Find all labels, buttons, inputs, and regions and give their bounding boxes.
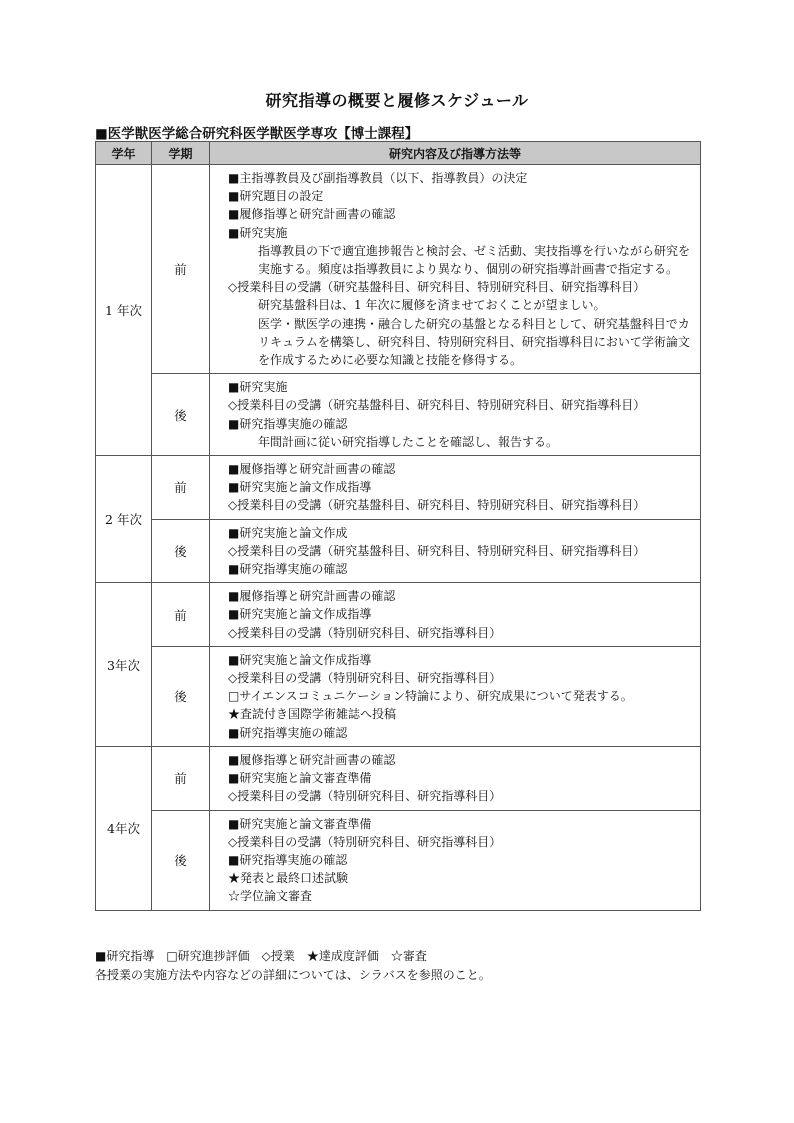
term-cell: 前	[152, 746, 210, 810]
content-cell	[210, 646, 701, 746]
content-item: ■研究指導実施の確認	[228, 852, 348, 867]
header-year: 学年	[96, 142, 152, 165]
term-cell: 後	[152, 519, 210, 583]
term-cell: 後	[152, 646, 210, 746]
header-term: 学期	[152, 142, 210, 165]
content-item: ★査読付き国際学術雑誌へ投稿	[228, 707, 397, 722]
content-item: ■研究実施と論文作成	[228, 525, 348, 540]
content-item: ◇授業科目の受講（研究基盤科目、研究科目、特別研究科目、研究指導科目）	[228, 280, 646, 295]
schedule-body	[96, 165, 701, 911]
content-item: ■研究指導実施の確認	[228, 562, 348, 577]
table-row	[96, 519, 701, 583]
table-row	[96, 456, 701, 520]
content-detail: 医学・獣医学の連携・融合した研究の基盤となる科目として、研究基盤科目でカリキュラムを構築し、研究科目、特別研究科目、研究指導科目において学術論文を作成するために必要な知識と技能を修得する。	[258, 316, 690, 368]
year-cell: 1 年次	[96, 165, 152, 456]
content-item: □サイエンスコミュニケーション特論により、研究成果について発表する。	[228, 689, 633, 704]
table-row	[96, 646, 701, 746]
content-cell	[210, 374, 701, 456]
content-item: ■研究実施	[228, 225, 288, 240]
content-item: ■研究実施と論文審査準備	[228, 816, 372, 831]
term-cell: 前	[152, 583, 210, 647]
table-row	[96, 746, 701, 810]
table-row	[96, 583, 701, 647]
content-item: ■研究実施と論文作成指導	[228, 480, 372, 495]
year-cell: 4年次	[96, 746, 152, 910]
content-item: ◇授業科目の受講（特別研究科目、研究指導科目）	[228, 671, 502, 686]
page-title: 研究指導の概要と履修スケジュール	[265, 91, 529, 110]
content-cell	[210, 810, 701, 910]
content-item: ■研究実施と論文審査準備	[228, 771, 372, 786]
content-cell	[210, 519, 701, 583]
legend: ■研究指導 □研究進捗評価 ◇授業 ★達成度評価 ☆審査	[95, 949, 427, 963]
content-cell	[210, 456, 701, 520]
header-row	[96, 142, 701, 165]
content-item: ■履修指導と研究計画書の確認	[228, 752, 396, 767]
content-item: ■研究実施と論文作成指導	[228, 652, 372, 667]
content-item: ■履修指導と研究計画書の確認	[228, 589, 396, 604]
table-row	[96, 810, 701, 910]
content-item: ■研究指導実施の確認	[228, 416, 348, 431]
content-item: ◇授業科目の受講（研究基盤科目、研究科目、特別研究科目、研究指導科目）	[228, 398, 646, 413]
content-item: ◇授業科目の受講（特別研究科目、研究指導科目）	[228, 834, 502, 849]
table-row	[96, 374, 701, 456]
content-item: ◇授業科目の受講（特別研究科目、研究指導科目）	[228, 789, 502, 804]
content-item: ■研究指導実施の確認	[228, 725, 348, 740]
term-cell: 前	[152, 165, 210, 374]
content-item: ■研究題目の設定	[228, 189, 324, 204]
content-item: ■研究実施	[228, 380, 288, 395]
content-item: ◇授業科目の受講（研究基盤科目、研究科目、特別研究科目、研究指導科目）	[228, 543, 646, 558]
content-item: ■主指導教員及び副指導教員（以下、指導教員）の決定	[228, 171, 528, 185]
content-item: ☆学位論文審査	[228, 889, 313, 904]
schedule-table	[95, 141, 701, 911]
term-cell: 前	[152, 456, 210, 520]
legend-block	[95, 947, 491, 985]
content-detail: 指導教員の下で適宜進捗報告と検討会、ゼミ活動、実技指導を行いながら研究を実施する。頻度は指導教員により異なり、個別の研究指導計画書で指定する。	[258, 243, 691, 277]
content-cell	[210, 746, 701, 810]
content-item: ■研究実施と論文作成指導	[228, 607, 372, 622]
content-item: ■履修指導と研究計画書の確認	[228, 207, 396, 222]
content-detail: 年間計画に従い研究指導したことを確認し、報告する。	[258, 434, 559, 449]
term-cell: 後	[152, 374, 210, 456]
section-heading: ■医学獣医学総合研究科医学獣医学専攻【博士課程】	[95, 126, 419, 142]
content-detail: 研究基盤科目は、1 年次に履修を済ませておくことが望ましい。	[258, 298, 606, 313]
content-item: ■履修指導と研究計画書の確認	[228, 462, 396, 477]
term-cell: 後	[152, 810, 210, 910]
content-cell	[210, 165, 701, 374]
content-item: ◇授業科目の受講（研究基盤科目、研究科目、特別研究科目、研究指導科目）	[228, 498, 646, 513]
table-row	[96, 165, 701, 374]
header-content: 研究内容及び指導方法等	[210, 142, 701, 165]
year-cell: 2 年次	[96, 456, 152, 583]
content-cell	[210, 583, 701, 647]
note: 各授業の実施方法や内容などの詳細については、シラバスを参照のこと。	[95, 968, 491, 982]
content-item: ★発表と最終口述試験	[228, 871, 349, 886]
content-item: ◇授業科目の受講（特別研究科目、研究指導科目）	[228, 625, 502, 640]
year-cell: 3年次	[96, 583, 152, 747]
